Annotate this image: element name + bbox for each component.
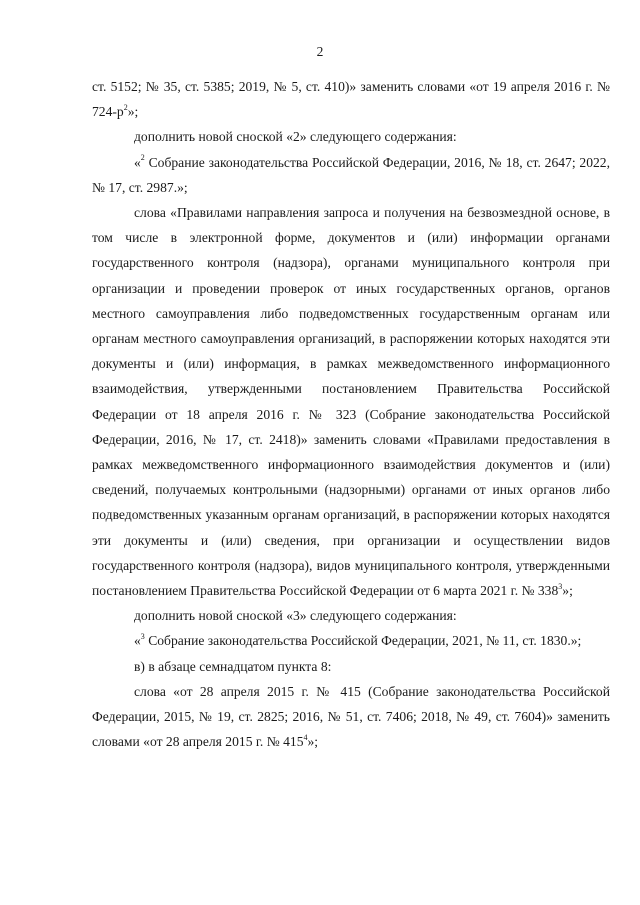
footnote-ref: 4 [303,732,308,742]
paragraph-text: ст. 5152; № 35, ст. 5385; 2019, № 5, ст. 410)» заменить словами «от 19 апреля 2016 г. № 724-р [92,79,610,120]
paragraph-subitem-v [92,654,610,679]
paragraph-text: слова «Правилами направления запроса и получения на безвозмездной основе, в том числе в электронной форме, документов и (или) информации органами государственного контроля (надзора), органами муниципального контроля при организации и проведении проверок от иных государственных органов, органов местного самоуправления либо подведомственных государственным органам или органам местного самоуправления организаций, в распоряжении которых находятся эти документы и (или) информация, в рамках межведомственного информационного взаимодействия, утвержденными постановлением Правительства Российской Федерации от 18 апреля 2016 г. № 323 (Собрание законодательства Российской Федерации, 2016, № 17, ст. 2418)» заменить словами «Правилами предоставления в рамках межведомственного информационного взаимодействия документов и (или) сведений, получаемых контрольными (надзорными) органами от иных органов либо подведомственных указанным органам организаций, в распоряжении которых находятся эти документы и (или) сведения, при организации и осуществлении видов государственного контроля (надзора), видов муниципального контроля, утвержденными постановлением Правительства Российской Федерации от 6 марта 2021 г. № 338 [92,205,610,599]
paragraph-footnote-2-content [92,150,610,200]
paragraph-text-end: »; [562,583,573,599]
page-number: 2 [316,44,324,59]
paragraph-continuation [92,74,610,124]
footnote-marker: 3 [140,631,145,641]
paragraph-replace-rules [92,200,610,603]
paragraph-text: « [134,154,141,170]
paragraph-text: « [134,633,141,649]
paragraph-text: в) в абзаце семнадцатом пункта 8: [134,658,332,674]
paragraph-text: дополнить новой сноской «3» следующего содержания: [134,608,457,624]
paragraph-text-end: »; [307,734,319,750]
paragraph-replace-date [92,679,610,755]
paragraph-text: дополнить новой сноской «2» следующего содержания: [134,129,457,145]
paragraph-add-footnote-2 [92,124,610,149]
paragraph-text-end: Собрание законодательства Российской Федерации, 2021, № 11, ст. 1830.»; [144,633,582,649]
paragraph-add-footnote-3 [92,603,610,628]
document-body [92,74,610,754]
footnote-ref: 2 [123,102,128,112]
paragraph-footnote-3-content [92,628,610,653]
paragraph-text: слова «от 28 апреля 2015 г. № 415 (Собрание законодательства Российской Федерации, 2015, № 19, ст. 2825; 2016, № 51, ст. 7406; 2018, № 49, ст. 7604)» заменить словами «от 28 апреля 2015 г. № 415 [92,683,610,750]
paragraph-text-end: Собрание законодательства Российской Федерации, 2016, № 18, ст. 2647; 2022, № 17, ст. 2987.»; [92,154,610,195]
paragraph-text-end: »; [127,104,139,120]
footnote-marker: 2 [140,153,145,163]
footnote-ref: 3 [558,581,563,591]
